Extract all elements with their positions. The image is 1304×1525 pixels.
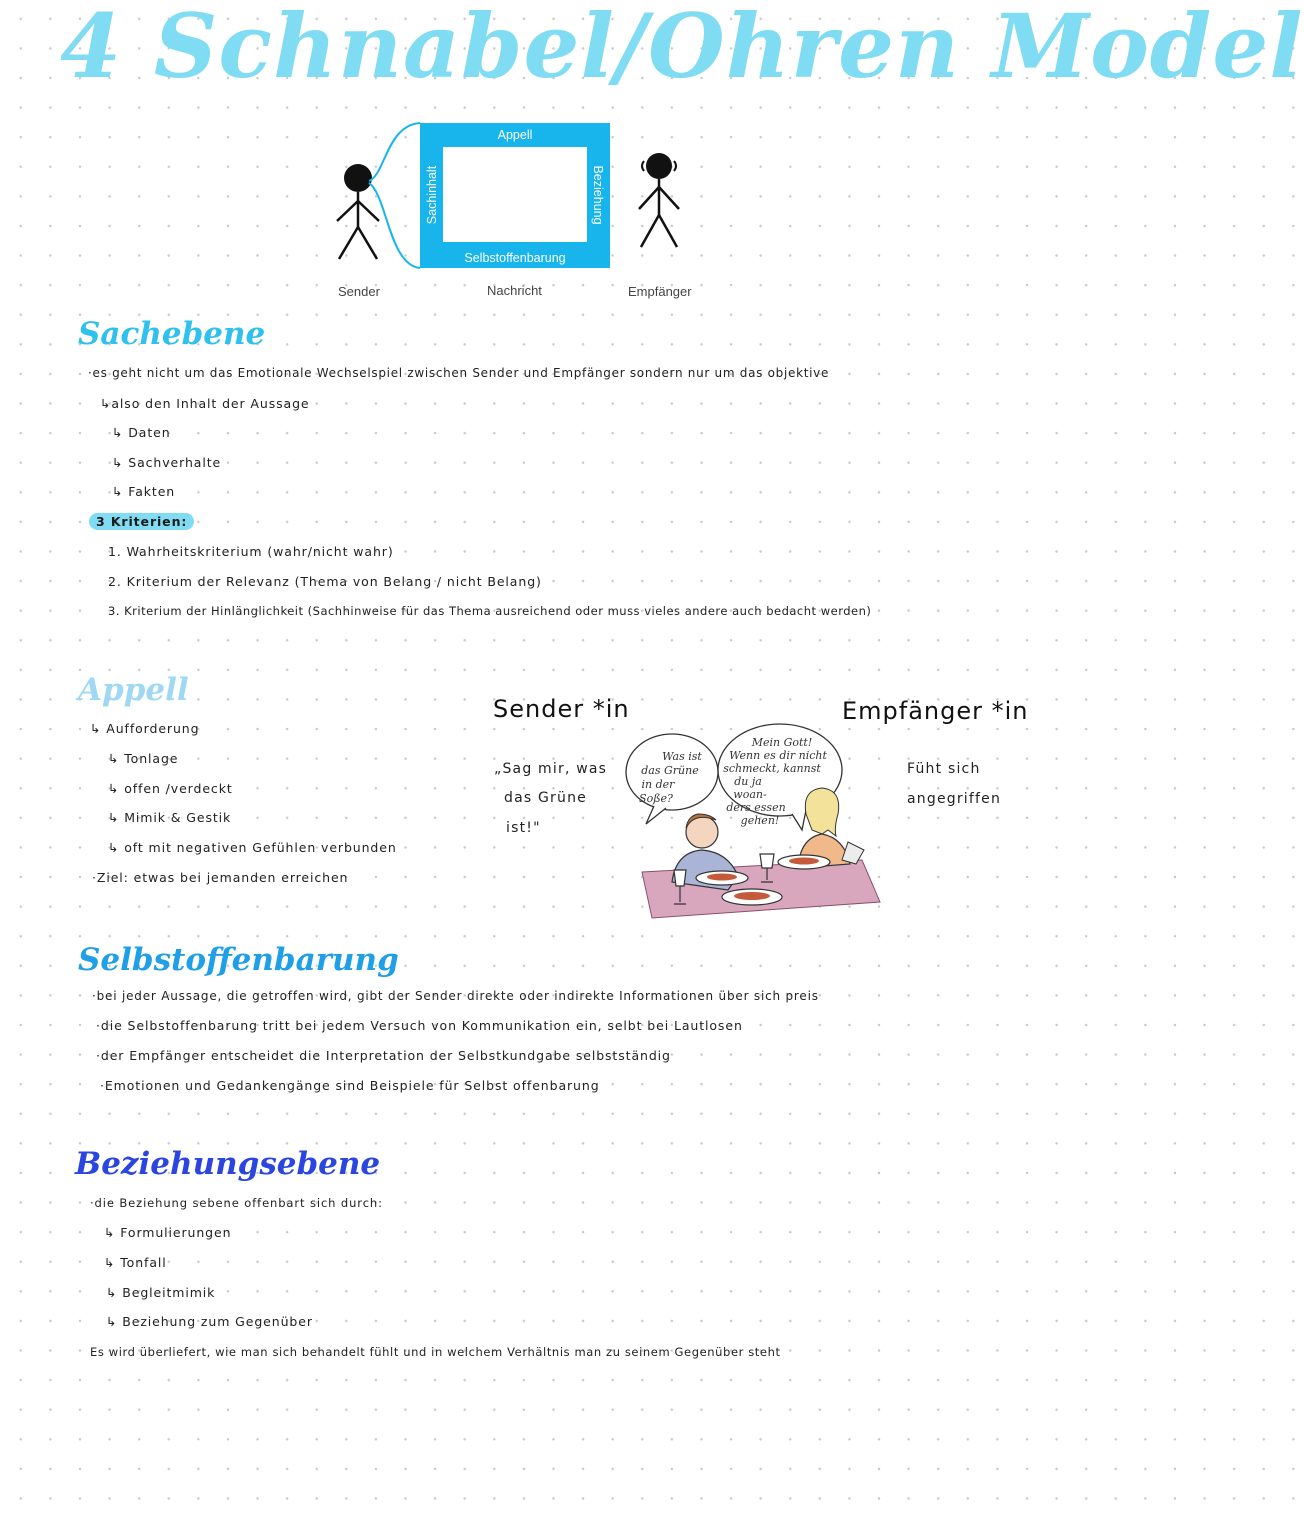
criterion-item: 1. Wahrheitskriterium (wahr/nicht wahr)	[108, 544, 394, 559]
bubble-left-line: Was ist	[662, 750, 702, 763]
four-sides-diagram	[325, 115, 725, 310]
appell-line: ·Ziel: etwas bei jemanden erreichen	[92, 870, 349, 885]
diagram-sender-label: Sender	[338, 284, 380, 299]
selbstoffenbarung-line: ·der Empfänger entscheidet die Interpretation der Selbstkundgabe selbstständig	[96, 1048, 671, 1063]
diagram-sachinhalt: Sachinhalt	[425, 165, 439, 225]
appell-line: ↳ oft mit negativen Gefühlen verbunden	[108, 840, 397, 855]
sachebene-line: ·es geht nicht um das Emotionale Wechselspiel zwischen Sender und Empfänger sondern nur um das objektive	[88, 366, 830, 380]
beziehungsebene-line: ↳ Tonfall	[104, 1255, 167, 1270]
sachebene-line: ↳ Sachverhalte	[112, 455, 222, 470]
bubble-right-line: du ja	[734, 775, 762, 788]
bubble-right-line: schmeckt, kannst	[723, 762, 821, 775]
selbstoffenbarung-line: ·Emotionen und Gedankengänge sind Beispiele für Selbst offenbarung	[100, 1078, 600, 1093]
sachebene-line: ↳ Daten	[112, 425, 171, 440]
appell-line: ↳ Aufforderung	[90, 721, 200, 736]
sender-quote-line: „Sag mir, was	[494, 761, 608, 777]
appell-line: ↳ offen /verdeckt	[108, 781, 233, 796]
beak-upper-icon	[369, 123, 420, 181]
beziehungsebene-line: ↳ Formulierungen	[104, 1225, 232, 1240]
bubble-left-line: Soße?	[639, 792, 673, 805]
empfaenger-text-line: Füht sich	[907, 761, 981, 777]
appell-heading: Appell	[78, 672, 189, 708]
bubble-left-line: das Grüne	[641, 764, 699, 777]
criteria-badge: 3 Kriterien:	[89, 513, 194, 530]
diagram-appell: Appell	[497, 128, 533, 142]
beziehungsebene-heading: Beziehungsebene	[75, 1146, 381, 1182]
diagram-selbstoffenbarung: Selbstoffenbarung	[464, 251, 566, 265]
empfaenger-in-label: Empfänger *in	[842, 697, 1029, 725]
beziehungsebene-line: ↳ Beziehung zum Gegenüber	[106, 1314, 313, 1329]
dinner-illustration	[622, 722, 884, 922]
sachebene-heading: Sachebene	[78, 316, 266, 352]
sachebene-line: ↳ Fakten	[112, 484, 176, 499]
beziehungsebene-line: ↳ Begleitmimik	[106, 1285, 216, 1300]
bubble-right-line: gehen!	[740, 814, 780, 827]
appell-line: ↳ Mimik & Gestik	[108, 810, 232, 825]
sender-quote-line: ist!"	[506, 820, 541, 836]
receiver-figure-icon	[639, 153, 679, 247]
appell-line: ↳ Tonlage	[108, 751, 179, 766]
diagram-nachricht-label: Nachricht	[487, 283, 542, 298]
sender-in-label: Sender *in	[493, 695, 630, 723]
empfaenger-text-line: angegriffen	[907, 791, 1002, 807]
selbstoffenbarung-line: ·bei jeder Aussage, die getroffen wird, gibt der Sender direkte oder indirekte Informationen über sich preis	[92, 989, 819, 1003]
bubble-right-line: Wenn es dir nicht	[729, 749, 827, 762]
diagram-empfaenger-label: Empfänger	[628, 284, 692, 299]
diagram-beziehung: Beziehung	[591, 165, 605, 225]
selbstoffenbarung-line: ·die Selbstoffenbarung tritt bei jedem Versuch von Kommunikation ein, selbt bei Lautlosen	[96, 1018, 743, 1033]
criterion-item: 3. Kriterium der Hinlänglichkeit (Sachhinweise für das Thema ausreichend oder muss vieles andere auch bedacht werden)	[108, 604, 872, 618]
criterion-item: 2. Kriterium der Relevanz (Thema von Belang / nicht Belang)	[108, 574, 542, 589]
bubble-right-line: ders essen	[726, 801, 786, 814]
bubble-left-line: in der	[641, 778, 675, 791]
beziehungsebene-line: ·die Beziehung sebene offenbart sich durch:	[90, 1196, 383, 1210]
sachebene-line: ↳also den Inhalt der Aussage	[100, 396, 310, 411]
selbstoffenbarung-heading: Selbstoffenbarung	[78, 942, 399, 978]
page-title: 4 Schnabel/Ohren Model	[60, 0, 1304, 98]
sender-quote-line: das Grüne	[504, 790, 587, 806]
bubble-right-line: woan-	[733, 788, 767, 801]
beak-lower-icon	[369, 183, 420, 268]
beziehungsebene-line: Es wird überliefert, wie man sich behandelt fühlt und in welchem Verhältnis man zu seinem Gegenüber steht	[90, 1345, 781, 1359]
bubble-right-line: Mein Gott!	[751, 736, 813, 749]
